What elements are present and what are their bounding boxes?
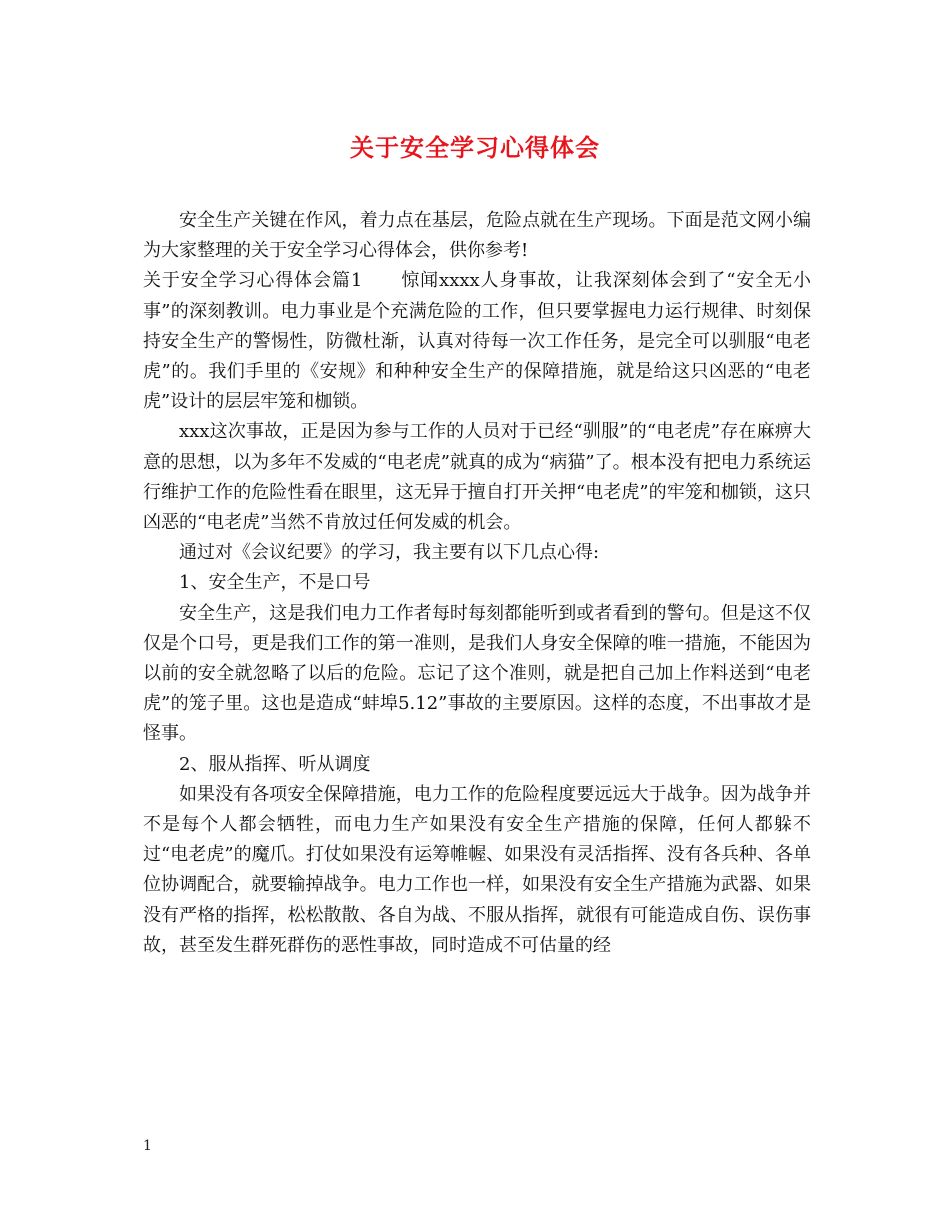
section-heading: 关于安全学习心得体会篇1 (143, 270, 363, 292)
page-number: 1 (143, 1138, 152, 1154)
document-title: 关于安全学习心得体会 (350, 133, 600, 162)
body-paragraph-point-2: 如果没有各项安全保障措施，电力工作的危险程度要远远大于战争。因为战争并不是每个人都会牺牲，而电力生产如果没有安全生产措施的保障，任何人都躲不过“电老虎”的魔爪。打仗如果没有运筹帷幄、如果没有灵活指挥、没有各兵种、各单位协调配合，就要输掉战争。电力工作也一样，如果没有安全生产措施为武器、如果没有严格的指挥，松松散散、各自为战、不服从指挥，就很有可能造成自伤、误伤事故，甚至发生群死群伤的恶性事故，同时造成不可估量的经 (143, 783, 811, 956)
section-first-paragraph (143, 266, 811, 417)
point-heading-2: 2、服从指挥、听从调度 (179, 753, 371, 775)
body-paragraph-meeting-notes: 通过对《会议纪要》的学习，我主要有以下几点心得: (179, 542, 600, 564)
body-paragraph-accident: xxx这次事故，正是因为参与工作的人员对于已经“驯服”的“电老虎”存在麻痹大意的思想，以为多年不发威的“电老虎”就真的成为“病猫”了。根本没有把电力系统运行维护工作的危险性看在眼里，这无异于擅自打开关押“电老虎”的牢笼和枷锁，这只凶恶的“电老虎”当然不肯放过任何发威的机会。 (143, 421, 811, 534)
intro-paragraph: 安全生产关键在作风，着力点在基层，危险点就在生产现场。下面是范文网小编为大家整理的关于安全学习心得体会，供你参考! (143, 210, 811, 262)
point-heading-1: 1、安全生产，不是口号 (179, 572, 371, 594)
section-first-text: 惊闻xxxx人身事故，让我深刻体会到了“安全无小事”的深刻教训。电力事业是个充满危险的工作，但只要掌握电力运行规律、时刻保持安全生产的警惕性，防微杜渐，认真对待每一次工作任务，是完全可以驯服“电老虎”的。我们手里的《安规》和种种安全生产的保障措施，就是给这只凶恶的“电老虎”设计的层层牢笼和枷锁。 (143, 270, 812, 413)
body-paragraph-point-1: 安全生产，这是我们电力工作者每时每刻都能听到或者看到的警句。但是这不仅仅是个口号，更是我们工作的第一准则，是我们人身安全保障的唯一措施，不能因为以前的安全就忽略了以后的危险。忘记了这个准则，就是把自己加上作料送到“电老虎”的笼子里。这也是造成“蚌埠5.12”事故的主要原因。这样的态度，不出事故才是怪事。 (143, 602, 811, 745)
document-body (143, 206, 811, 961)
